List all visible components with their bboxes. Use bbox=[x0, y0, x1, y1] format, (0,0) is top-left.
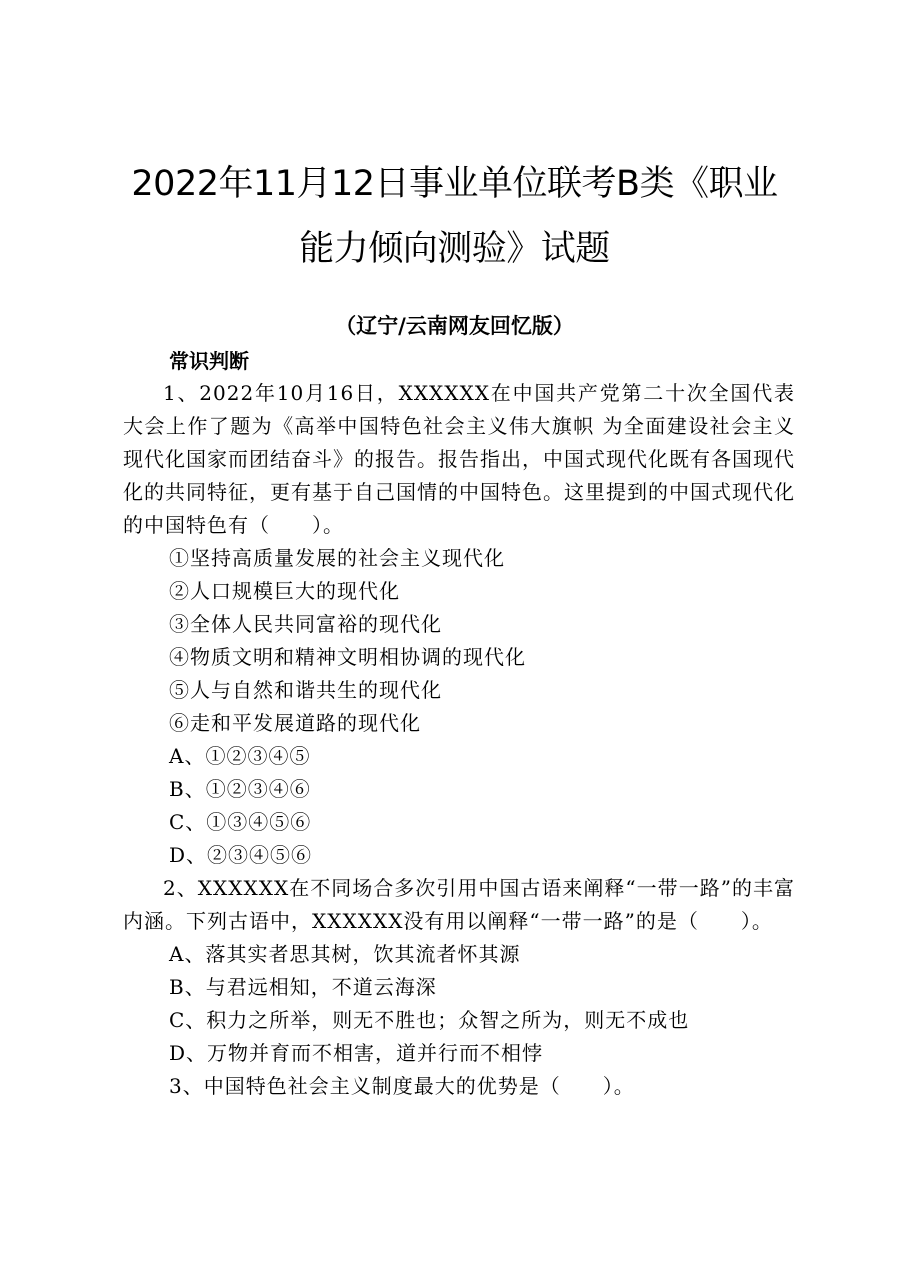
question-1-item: ③全体人民共同富裕的现代化 bbox=[169, 612, 442, 636]
question-2-stem: 2、XXXXXX在不同场合多次引用中国古语来阐释“一带一路”的丰富内涵。下列古语中，XXXXXX没有用以阐释“一带一路”的是（ ）。 bbox=[123, 876, 795, 933]
question-1-option: B、①②③④⑥ bbox=[169, 777, 311, 801]
question-1-option: A、①②③④⑤ bbox=[169, 744, 311, 768]
document-subtitle: （辽宁/云南网友回忆版） bbox=[335, 313, 574, 338]
question-1-item: ①坚持高质量发展的社会主义现代化 bbox=[169, 546, 505, 570]
question-3-stem: 3、中国特色社会主义制度最大的优势是（ ）。 bbox=[169, 1074, 635, 1098]
question-2-option: D、万物并育而不相害，道并行而不相悖 bbox=[169, 1041, 544, 1065]
question-1-item: ⑥走和平发展道路的现代化 bbox=[169, 711, 421, 735]
question-2-option: A、落其实者思其树，饮其流者怀其源 bbox=[169, 942, 521, 966]
question-1-option: C、①③④⑤⑥ bbox=[169, 810, 312, 834]
document-title-line-2: 能力倾向测验》试题 bbox=[299, 229, 610, 269]
question-2-option: C、积力之所举，则无不胜也；众智之所为，则无不成也 bbox=[169, 1008, 690, 1032]
document-body bbox=[123, 377, 795, 1103]
question-1-stem: 1、2022年10月16日，XXXXXX在中国共产党第二十次全国代表大会上作了题为《高举中国特色社会主义伟大旗帜 为全面建设社会主义现代化国家而团结奋斗》的报告。报告指出，中国式现代化既有各国现代化的共同特征，更有基于自己国情的中国特色。这里提到的中国式现代化的中国特色有（ ）。 bbox=[123, 381, 795, 537]
section-heading: 常识判断 bbox=[169, 349, 249, 373]
question-2-option: B、与君远相知，不道云海深 bbox=[169, 975, 437, 999]
document-title-line-1: 2022年11月12日事业单位联考B类《职业 bbox=[131, 164, 778, 204]
question-1-item: ④物质文明和精神文明相协调的现代化 bbox=[169, 645, 526, 669]
question-1-item: ⑤人与自然和谐共生的现代化 bbox=[169, 678, 442, 702]
question-1-option: D、②③④⑤⑥ bbox=[169, 843, 313, 867]
question-1-item: ②人口规模巨大的现代化 bbox=[169, 579, 400, 603]
